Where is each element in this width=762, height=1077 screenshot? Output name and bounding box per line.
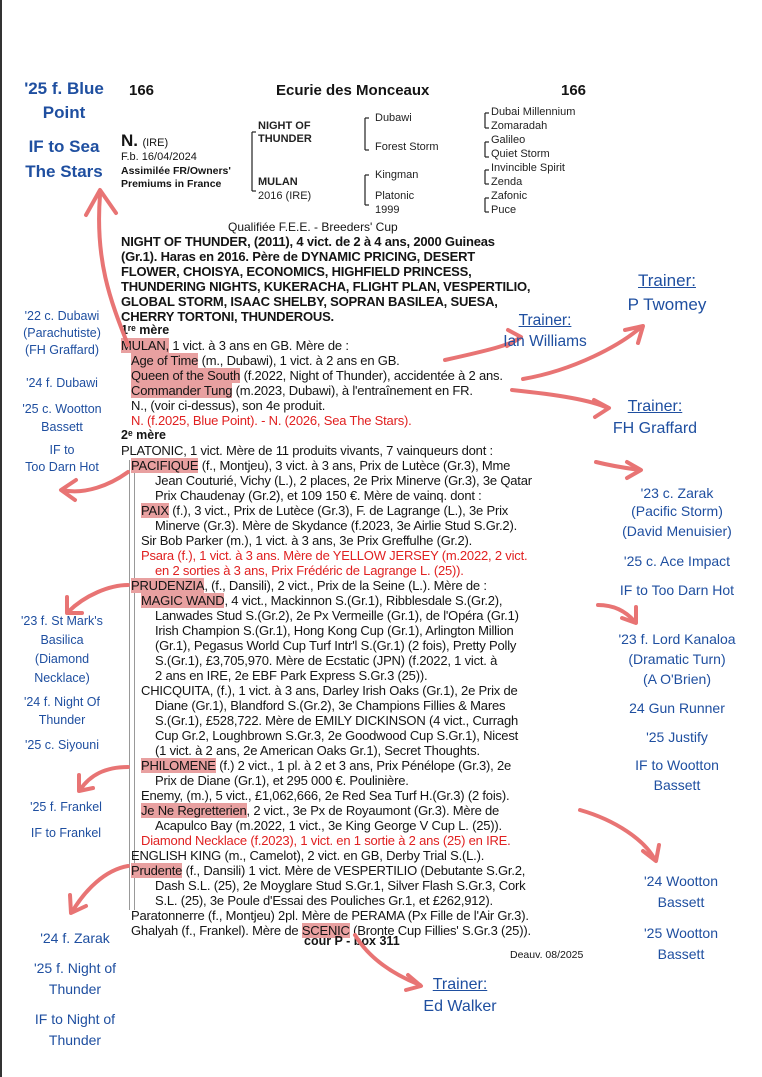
lot-number-left: 166 — [129, 82, 155, 99]
sire-name-2: THUNDER — [258, 133, 312, 145]
anno-left-bottom-3: Thunder — [48, 981, 102, 997]
trainer-walker-label-text: Trainer: — [432, 976, 488, 993]
ped-sds: Galileo — [491, 134, 526, 146]
second-dam-line: Prix Chaudenay (Gr.2), et 109 150 €. Mère de vainq. dont : — [155, 488, 482, 503]
trainer-graffard-name: FH Graffard — [612, 420, 698, 437]
first-dam-line-1-text: 1 vict. à 3 ans en GB. Mère de : — [168, 338, 349, 353]
highlight-name: SCENIC — [301, 923, 350, 938]
ped-sdd: Quiet Storm — [491, 148, 550, 160]
anno-right-pac-2: (Pacific Storm) — [631, 503, 723, 519]
ped-ds: Kingman — [375, 169, 419, 181]
first-dam-heading: 1ʳᵉ mère — [121, 323, 170, 337]
sire-para-4: THUNDERING NIGHTS, KUKERACHA, FLIGHT PLAN, VESPERTILIO, — [121, 279, 531, 294]
trainer-twomey-name: P Twomey — [627, 295, 707, 314]
trainer-twomey-label — [612, 270, 722, 292]
second-dam-line: (Gr.1), Pegasus World Cup Turf Intr'l S.(Gr.1) (2 fois), Pretty Polly — [155, 638, 517, 653]
anno-left-bottom-4: IF to Night of — [34, 1011, 116, 1027]
anno-left-frankel-2: IF to Frankel — [30, 826, 102, 840]
anno-left-prud-6: Thunder — [38, 713, 86, 727]
second-dam-line: S.(Gr.1), £528,722. Mère de EMILY DICKINSON (4 vict., Curragh — [155, 713, 519, 728]
hl-commander-tung: Commander Tung — [131, 383, 233, 398]
trainer-williams-label-text: Trainer: — [518, 312, 572, 329]
hl-age-of-time: Age of Time — [131, 353, 199, 368]
lot-number-right: 166 — [561, 82, 587, 99]
premium-line-1: Assimilée FR/Owners' — [121, 165, 231, 177]
line-rest: (f.) 2 vict., 1 pl. à 2 et 3 ans, Prix Pénélope (Gr.3), 2e — [215, 758, 512, 773]
sire-para-3: FLOWER, CHOISYA, ECONOMICS, HIGHFIELD PRINCESS, — [121, 264, 472, 279]
anno-left-mulan-2: (Parachutiste) — [23, 326, 101, 340]
second-dam-line: CHICQUITA, (f.), 1 vict. à 3 ans, Darley Irish Oaks (Gr.1), 2e Prix de — [141, 683, 518, 698]
anno-left-mulan-4: '24 f. Dubawi — [26, 376, 98, 390]
trainer-twomey-label-text: Trainer: — [638, 271, 696, 290]
ped-ss: Dubawi — [375, 112, 412, 124]
anno-top-left-3: IF to Sea — [28, 137, 100, 156]
second-dam-line — [141, 803, 499, 818]
anno-right-magic-2: (Dramatic Turn) — [628, 651, 726, 667]
first-dam-line-2 — [131, 353, 400, 368]
anno-right-magic-3: (A O'Brien) — [642, 671, 712, 687]
ped-dsd: Zenda — [491, 176, 523, 188]
second-dam-line: Acapulco Bay (m.2022, 1 vict., 3e King George V Cup L. (25)). — [155, 818, 502, 833]
second-dam-line — [131, 458, 510, 473]
second-dam-line — [141, 503, 508, 518]
anno-left-prud-3: (Diamond — [34, 652, 90, 666]
highlight-name: PHILOMENE — [141, 758, 216, 773]
horse-origin: (IRE) — [142, 137, 169, 149]
anno-right-pac-3: (David Menuisier) — [622, 523, 732, 539]
highlight-name: PRUDENZIA — [131, 578, 205, 593]
second-dam-line — [141, 593, 502, 608]
ped-ddd: Puce — [491, 204, 517, 216]
box-location: cour P - box 311 — [304, 934, 400, 948]
anno-left-frankel-1: '25 f. Frankel — [30, 800, 102, 814]
arrow-jene-right — [580, 810, 655, 860]
highlight-name: MAGIC WAND — [141, 593, 225, 608]
horse-name-block — [121, 131, 168, 151]
anno-right-pac-4: '25 c. Ace Impact — [623, 553, 731, 569]
anno-left-prud-1: '23 f. St Mark's — [21, 614, 103, 628]
horse-name: N. — [121, 131, 138, 150]
highlight-name: PACIFIQUE — [131, 458, 199, 473]
anno-left-prud-5: '24 f. Night Of — [23, 695, 101, 709]
anno-right-bottom-1: '24 Wootton — [643, 873, 719, 889]
second-dam-line: Jean Couturié, Vichy (L.), 2 places, 2e Prix Minerve (Gr.3), 3e Qatar — [155, 473, 532, 488]
trainer-williams-label — [490, 310, 600, 332]
second-dam-line: S.(Gr.1), £3,705,970. Mère de Ecstatic (JPN) (f.2022, 1 vict. à — [155, 653, 498, 668]
first-dam-line-5: N., (voir ci-dessus), son 4e produit. — [131, 398, 326, 413]
second-dam-line: Dash S.L. (25), 2e Moyglare Stud S.Gr.1, Silver Flash S.Gr.3, Cork — [155, 878, 526, 893]
anno-left-mulan-1: '22 c. Dubawi — [24, 309, 100, 323]
second-dam-line: Prix de Diane (Gr.1), et 295 000 €. Poulinière. — [155, 773, 409, 788]
first-dam-line-1 — [121, 338, 349, 353]
ped-dss: Invincible Spirit — [491, 162, 565, 174]
anno-right-magic-7: Bassett — [653, 777, 701, 793]
line-rest: , (f., Dansili), 2 vict., Prix de la Seine (L.). Mère de : — [204, 578, 487, 593]
second-dam-line: en 2 sorties à 3 ans, Prix Frédéric de Lagrange L. (25)). — [155, 563, 464, 578]
first-dam-line-6: N. (f.2025, Blue Point). - N. (2026, Sea The Stars). — [131, 413, 412, 428]
arrow-pacifique-right — [596, 462, 640, 470]
anno-right-magic-1: '23 f. Lord Kanaloa — [618, 631, 736, 647]
first-dam-line-2-text: (m., Dubawi), 1 vict. à 2 ans en GB. — [198, 353, 400, 368]
second-dam-line: Psara (f.), 1 vict. à 3 ans. Mère de YELLOW JERSEY (m.2022, 2 vict. — [141, 548, 528, 563]
anno-left-bottom-1: '24 f. Zarak — [40, 930, 110, 946]
second-dam-line: Lanwades Stud S.(Gr.2), 2e Px Vermeille (Gr.1), de l'Opéra (Gr.1) — [155, 608, 519, 623]
second-dam-line: Minerve (Gr.3). Mère de Skydance (f.2023, 3e Airlie Stud S.Gr.2). — [155, 518, 518, 533]
second-dam-line — [131, 863, 525, 878]
anno-right-magic-6: IF to Wootton — [635, 757, 719, 773]
anno-left-bottom-2: '25 f. Night of — [33, 960, 117, 976]
anno-left-bottom-5: Thunder — [48, 1032, 102, 1048]
ped-sss: Dubai Millennium — [491, 106, 576, 118]
anno-right-pac-5: IF to Too Darn Hot — [619, 582, 735, 598]
ped-dd: Platonic — [375, 190, 415, 202]
second-dam-line: S.L. (25), 3e Poule d'Essai des Pouliches Gr.1, et £262,912). — [155, 893, 493, 908]
first-dam-line-4 — [131, 383, 473, 398]
line-rest: (f.), 3 vict., Prix de Lutèce (Gr.3), F. de Lagrange (L.), 3e Prix — [168, 503, 509, 518]
second-dam-line — [131, 578, 487, 593]
ped-ssd: Zomaradah — [491, 120, 548, 132]
premium-line-2: Premiums in France — [121, 178, 222, 190]
line-rest: (Bronte Cup Fillies' S.Gr.3 (25)). — [349, 923, 531, 938]
ped-dds: Zafonic — [491, 190, 528, 202]
arrow-magic-right — [598, 605, 635, 622]
anno-right-bottom-3: '25 Wootton — [643, 925, 719, 941]
arrow-prudente-left — [72, 866, 128, 912]
highlight-name: PAIX — [141, 503, 169, 518]
first-dam-line-3 — [131, 368, 503, 383]
arrow-head-top — [86, 190, 116, 215]
family-rule-1 — [129, 460, 130, 910]
trainer-graffard-label — [600, 396, 710, 418]
arrow-prudenzia-left — [68, 585, 128, 612]
line-rest: , 2 vict., 3e Px de Royaumont (Gr.3). Mère de — [246, 803, 500, 818]
sire-para-6: CHERRY TORTONI, THUNDEROUS. — [121, 309, 334, 324]
anno-right-bottom-4: Bassett — [657, 946, 705, 962]
anno-left-mulan-5: '25 c. Wootton — [22, 402, 102, 416]
second-dam-heading: 2ᵉ mère — [121, 428, 167, 442]
sire-name-1: NIGHT OF — [258, 120, 311, 132]
first-dam-line-4-text: (m.2023, Dubawi), à l'entraînement en FR. — [232, 383, 473, 398]
anno-right-magic-4: 24 Gun Runner — [629, 700, 725, 716]
anno-left-prud-4: Necklace) — [34, 671, 90, 685]
hl-mulan: MULAN, — [121, 338, 169, 353]
sire-para-2: (Gr.1). Haras en 2016. Père de DYNAMIC PRICING, DESERT — [121, 249, 476, 264]
anno-left-mulan-6: Bassett — [41, 420, 83, 434]
arrow-philomene-left — [80, 767, 128, 790]
highlight-name: Je Ne Regretterien — [141, 803, 247, 818]
arrow-commander-to-graffard — [512, 390, 608, 408]
horse-foaled: F.b. 16/04/2024 — [121, 151, 197, 163]
anno-right-magic-5: '25 Justify — [646, 729, 708, 745]
anno-left-mulan-3: (FH Graffard) — [24, 343, 100, 357]
family-rule-2 — [134, 460, 135, 910]
second-dam-line: (1 vict. à 2 ans, 2e American Oaks Gr.1), Secret Thoughts. — [155, 743, 480, 758]
second-dam-line: Irish Champion S.(Gr.1), Hong Kong Cup (Gr.1), Arlington Million — [155, 623, 514, 638]
anno-right-pac-1: '23 c. Zarak — [640, 485, 714, 501]
second-dam-line: Enemy, (m.), 5 vict., £1,062,666, 2e Red Sea Turf H.(Gr.3) (2 fois). — [141, 788, 510, 803]
trainer-walker-label — [405, 974, 515, 996]
second-dam-line: ENGLISH KING (m., Camelot), 2 vict. en GB, Derby Trial S.(L.). — [131, 848, 485, 863]
qualification: Qualifiée F.E.E. - Breeders' Cup — [228, 220, 398, 234]
consignor-title: Ecurie des Monceaux — [276, 82, 430, 99]
dam-name: MULAN — [258, 176, 298, 188]
hl-queen-of-the-south: Queen of the South — [131, 368, 241, 383]
page-edge — [0, 0, 2, 1077]
trainer-walker-name: Ed Walker — [423, 998, 497, 1015]
highlight-name: Prudente — [131, 863, 183, 878]
anno-left-mulan-8: Too Darn Hot — [25, 460, 99, 474]
ped-sd: Forest Storm — [375, 141, 439, 153]
first-dam-line-3-text: (f.2022, Night of Thunder), accidentée à 2 ans. — [240, 368, 503, 383]
second-dam-line: Paratonnerre (f., Montjeu) 2pl. Mère de PERAMA (Px Fille de l'Air Gr.3). — [131, 908, 529, 923]
line-rest: , 4 vict., Mackinnon S.(Gr.1), Ribblesdale S.(Gr.2), — [224, 593, 503, 608]
trainer-graffard-label-text: Trainer: — [627, 398, 683, 415]
line-rest: (f., Dansili) 1 vict. Mère de VESPERTILIO (Debutante S.Gr.2, — [182, 863, 526, 878]
dam-year: 2016 (IRE) — [258, 190, 312, 202]
anno-top-left-1: '25 f. Blue — [24, 79, 104, 98]
anno-top-left-2: Point — [42, 103, 86, 122]
second-dam-line: Diamond Necklace (f.2023), 1 vict. en 1 sortie à 2 ans (25) en IRE. — [141, 833, 511, 848]
second-dam-line: Sir Bob Parker (m.), 1 vict. à 3 ans, 3e Prix Greffulhe (Gr.2). — [141, 533, 473, 548]
anno-left-prud-2: Basilica — [40, 633, 84, 647]
catalogue-ref: Deauv. 08/2025 — [510, 949, 584, 961]
trainer-williams-name: Ian Williams — [503, 333, 587, 350]
second-dam-line: Cup Gr.2, Loughbrown S.Gr.3, 2e Goodwood Cup S.Gr.1), Nicest — [155, 728, 519, 743]
sire-para-1: NIGHT OF THUNDER, (2011), 4 vict. de 2 à 4 ans, 2000 Guineas — [121, 234, 495, 249]
second-dam-line: Diane (Gr.1), Blandford S.(Gr.2), 3e Champions Fillies & Mares — [155, 698, 506, 713]
line-rest: (f., Montjeu), 3 vict. à 3 ans, Prix de Lutèce (Gr.3), Mme — [198, 458, 511, 473]
second-dam-line: 2 ans en IRE, 2e EBF Park Express S.Gr.3 (25)). — [155, 668, 428, 683]
sire-para-5: GLOBAL STORM, ISAAC SHELBY, SOPRAN BASILEA, SUESA, — [121, 294, 498, 309]
ped-dd-year: 1999 — [375, 204, 400, 216]
second-dam-line: PLATONIC, 1 vict. Mère de 11 produits vivants, 7 vainqueurs dont : — [121, 443, 493, 458]
anno-right-bottom-2: Bassett — [657, 894, 705, 910]
line-start: Ghalyah (f., Frankel). Mère de — [131, 923, 302, 938]
anno-left-prud-7: '25 c. Siyouni — [25, 738, 99, 752]
anno-top-left-4: The Stars — [25, 162, 103, 181]
anno-left-mulan-7: IF to — [49, 443, 75, 457]
second-dam-line — [141, 758, 511, 773]
